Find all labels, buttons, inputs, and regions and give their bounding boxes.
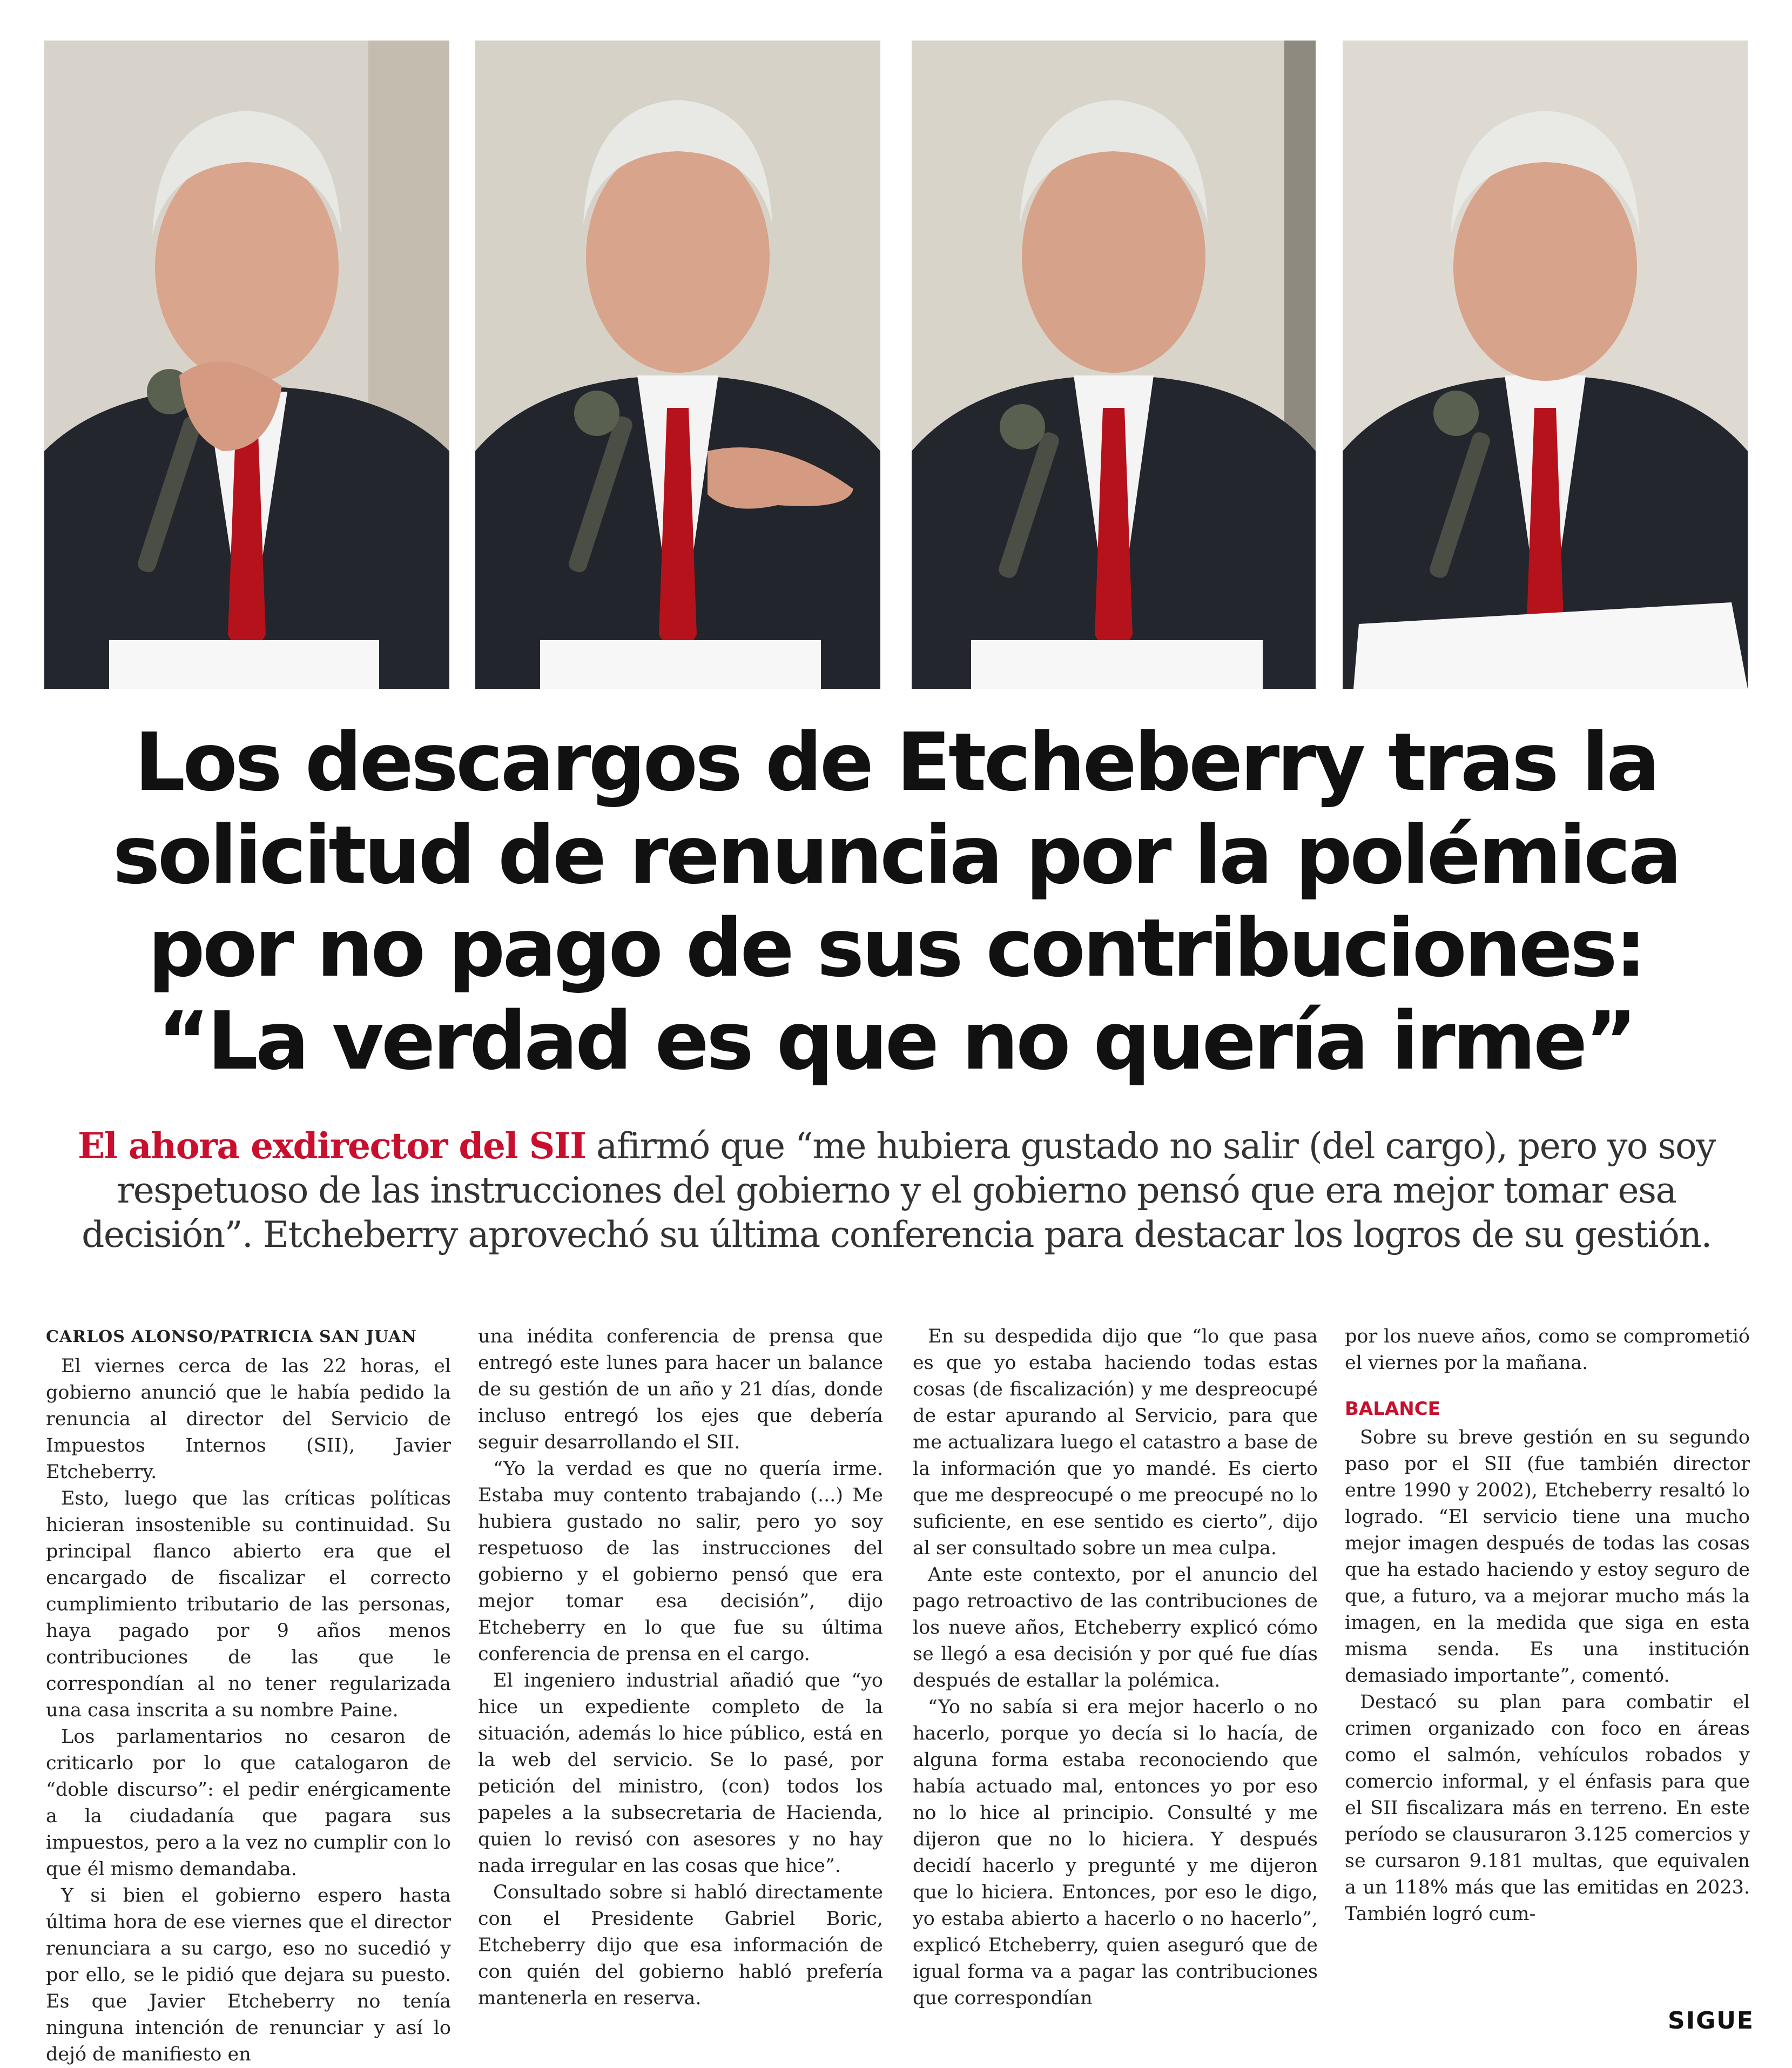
- portrait-illustration-2: [475, 41, 880, 689]
- photo-etcheberry-reading: [1343, 41, 1748, 689]
- byline: CARLOS ALONSO/PATRICIA SAN JUAN: [46, 1327, 417, 1346]
- paragraph: Sobre su breve gestión en su segundo paso por el SII (fue también director entre 1990 y 2002), Etcheberry resaltó lo logrado. “El servicio tiene una mucho mejor imagen después de todas las cosas que ha estado haciendo y estoy seguro de que, a futuro, va a mejorar mucho más la imagen, en la medida que siga en esta misma senda. Es una institución demasiado importante”, comentó.: [1345, 1427, 1750, 1687]
- paragraph: El ingeniero industrial añadió que “yo hice un expediente completo de la situación, además lo hice público, está en la web del servicio. Se lo pasé, por petición del ministro, (con) todos los papeles a la subsecretaria de Hacienda, quien lo revisó con asesores y no hay nada irregular en las cosas que hice”.: [478, 1670, 883, 1877]
- portrait-illustration-3: [912, 41, 1316, 689]
- subhead-text: afirmó que “me hubiera gustado no salir (del cargo), pero yo soy respetuoso de las instrucciones del gobierno y el gobierno pensó que era mejor tomar esa decisión”. Etcheberry aprovechó su última conferencia para destacar los logros de su gestión.: [82, 1125, 1715, 1255]
- article-column-1: [46, 1324, 451, 2068]
- continues-label: SIGUE: [1668, 2007, 1754, 2035]
- article-column-4: [1345, 1324, 1750, 1928]
- article-column-2: [478, 1324, 883, 2012]
- paragraph: Esto, luego que las críticas políticas hicieran insostenible su continuidad. Su principal flanco abierto era que el encargado de fiscalizar el correcto cumplimiento tributario de las personas, haya pagado por 9 años menos contribuciones de las que le correspondían al no tener regularizada una casa inscrita a su nombre Paine.: [46, 1488, 451, 1721]
- photo-etcheberry-hand-on-chin: [44, 41, 449, 689]
- photo-etcheberry-hand-on-chest: [475, 41, 880, 689]
- paragraph: “Yo no sabía si era mejor hacerlo o no hacerlo, porque yo decía si lo hacía, de alguna forma estaba reconociendo que había actuado mal, entonces yo por eso no lo hice al principio. Consulté y me dijeron que no lo hiciera. Y después decidí hacerlo y pregunté y me dijeron que lo hiciera. Entonces, por eso le digo, yo estaba abierto a hacerlo o no hacerlo”, explicó Etcheberry, quien aseguró que de igual forma va a pagar las contribuciones que correspondían: [913, 1696, 1318, 2009]
- paragraph: Ante este contexto, por el anuncio del pago retroactivo de las contribuciones de los nueve años, Etcheberry explicó cómo se llegó a esa decisión y por qué fue días después de estallar la polémica.: [913, 1564, 1318, 1691]
- subhead-lead: El ahora exdirector del SII: [77, 1125, 586, 1167]
- paragraph: En su despedida dijo que “lo que pasa es que yo estaba haciendo todas estas cosas (de fiscalización) y me despreocupé de estar apurando al Servicio, para que me actualizara luego el catastro a base de la información que yo mandé. Es cierto que me despreocupé o me preocupé no lo suficiente, en ese sentido es cierto”, dijo al ser consultado sobre un mea culpa.: [913, 1326, 1318, 1559]
- paragraph: Consultado sobre si habló directamente con el Presidente Gabriel Boric, Etcheberry dijo que esa información de con quién del gobierno habló prefería mantenerla en reserva.: [478, 1882, 883, 2009]
- paragraph: Los parlamentarios no cesaron de criticarlo por lo que catalogaron de “doble discurso”: el pedir enérgicamente a la ciudadanía que pagara sus impuestos, pero a la vez no cumplir con lo que él mismo demandaba.: [46, 1726, 451, 1880]
- paragraph: El viernes cerca de las 22 horas, el gobierno anunció que le había pedido la renuncia al director del Servicio de Impuestos Internos (SII), Javier Etcheberry.: [46, 1355, 451, 1483]
- paragraph: Y si bien el gobierno espero hasta última hora de ese viernes que el director renunciara a su cargo, eso no sucedió y por ello, se le pidió que dejara su puesto. Es que Javier Etcheberry no tenía ninguna intención de renunciar y así lo dejó de manifiesto en: [46, 1885, 451, 2065]
- paragraph: por los nueve años, como se comprometió el viernes por la mañana.: [1345, 1326, 1750, 1374]
- paragraph: “Yo la verdad es que no quería irme. Estaba muy contento trabajando (...) Me hubiera gustado no salir, pero yo soy respetuoso de las instrucciones del gobierno y el gobierno pensó que era mejor tomar esa decisión”, dijo Etcheberry en lo que fue su última conferencia de prensa en el cargo.: [478, 1458, 883, 1665]
- paragraph: Destacó su plan para combatir el crimen organizado con foco en áreas como el salmón, vehículos robados y comercio informal, y el énfasis para que el SII fiscalizara más en terreno. En este período se clausuraron 3.125 comercios y se cursaron 9.181 multas, que equivalen a un 118% más que las emitidas en 2023. También logró cum-: [1345, 1691, 1750, 1925]
- portrait-illustration-1: [44, 41, 449, 689]
- portrait-illustration-4: [1343, 41, 1748, 689]
- article-column-3: [913, 1324, 1318, 2012]
- paragraph: una inédita conferencia de prensa que entregó este lunes para hacer un balance de su gestión de un año y 21 días, donde incluso entregó los ejes que debería seguir desarrollando el SII.: [478, 1326, 883, 1453]
- headline: Los descargos de Etcheberry tras la solicitud de renuncia por la polémica por no pago de sus contribuciones: “La verdad es que no quería irme”: [112, 716, 1680, 1087]
- subhead: [49, 1124, 1744, 1257]
- section-heading-balance: BALANCE: [1345, 1398, 1440, 1420]
- photo-etcheberry-speaking: [912, 41, 1316, 689]
